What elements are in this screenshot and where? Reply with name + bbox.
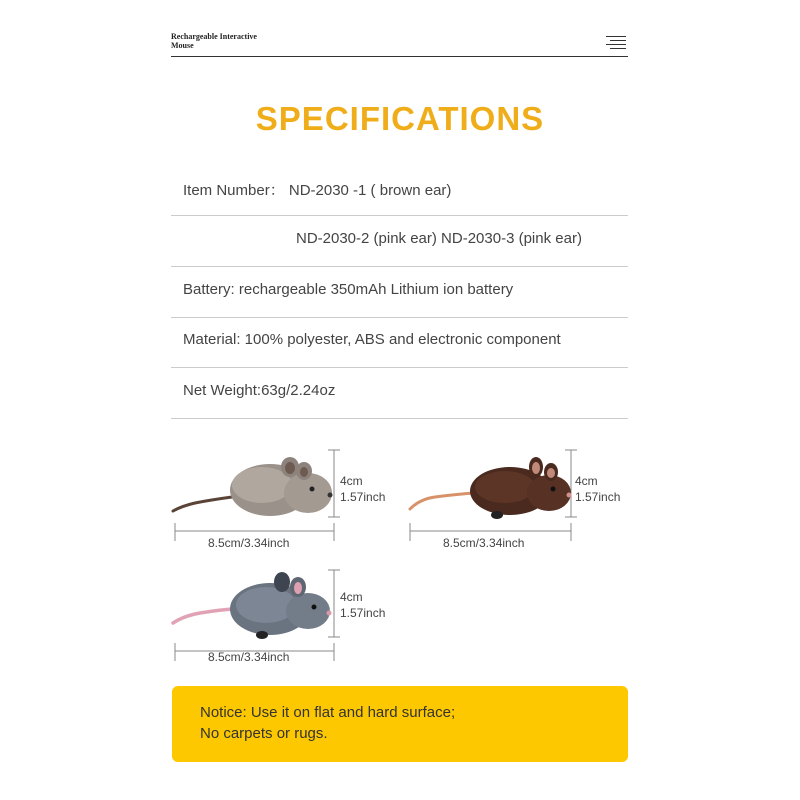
spec-row-item-number bbox=[171, 165, 628, 216]
spec-row-weight bbox=[171, 368, 628, 419]
mouse-height-label bbox=[340, 589, 385, 621]
mouse-length-label: 8.5cm/3.34inch bbox=[443, 536, 525, 550]
mouse-length-label: 8.5cm/3.34inch bbox=[208, 536, 290, 550]
spec-weight: Net Weight:63g/2.24oz bbox=[183, 382, 336, 399]
mouse-figure-brown bbox=[405, 445, 645, 555]
notice-text bbox=[200, 702, 455, 744]
header-title-line1: Rechargeable Interactive bbox=[171, 32, 257, 41]
notice-box bbox=[172, 686, 628, 762]
mouse-height-in: 1.57inch bbox=[340, 490, 386, 504]
mouse-height-label bbox=[575, 473, 620, 505]
mouse-height-cm: 4cm bbox=[340, 590, 363, 604]
spec-material: Material: 100% polyester, ABS and electronic component bbox=[183, 331, 561, 348]
page-header bbox=[171, 30, 628, 57]
mouse-height-cm: 4cm bbox=[575, 474, 598, 488]
notice-line2: No carpets or rugs. bbox=[200, 725, 328, 742]
spec-row-battery bbox=[171, 267, 628, 318]
header-title-line2: Mouse bbox=[171, 41, 194, 50]
notice-line1: Notice: Use it on flat and hard surface; bbox=[200, 704, 456, 721]
menu-icon[interactable] bbox=[606, 35, 626, 51]
mouse-height-in: 1.57inch bbox=[340, 606, 386, 620]
spec-row-material bbox=[171, 317, 628, 368]
spec-item-number: Item Number： ND-2030 -1 ( brown ear) bbox=[183, 182, 452, 199]
mouse-figure-gray bbox=[170, 565, 410, 675]
mouse-figure-gray-brown bbox=[170, 445, 410, 555]
mouse-height-in: 1.57inch bbox=[575, 490, 621, 504]
mouse-height-label bbox=[340, 473, 385, 505]
spec-battery: Battery: rechargeable 350mAh Lithium ion battery bbox=[183, 281, 514, 298]
mouse-length-label: 8.5cm/3.34inch bbox=[208, 650, 290, 664]
header-title bbox=[171, 32, 257, 50]
spec-item-number-2: ND-2030-2 (pink ear) ND-2030-3 (pink ear) bbox=[296, 230, 582, 247]
mouse-height-cm: 4cm bbox=[340, 474, 363, 488]
page-title: SPECIFICATIONS bbox=[255, 100, 545, 137]
spec-row-item-number-2 bbox=[171, 216, 628, 267]
